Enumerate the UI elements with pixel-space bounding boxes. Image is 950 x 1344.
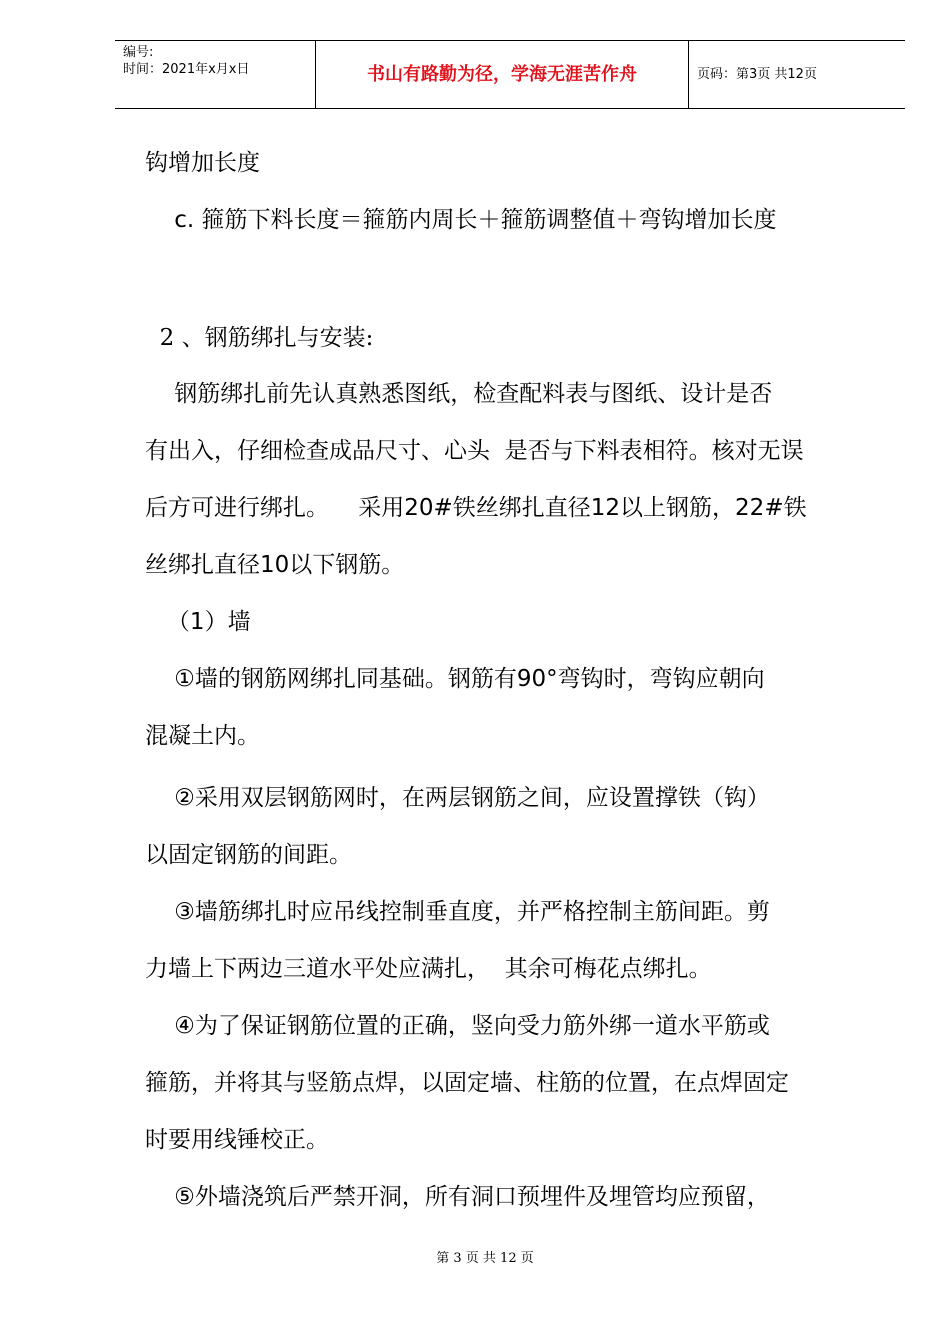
body-line: 钢筋绑扎前先认真熟悉图纸，检查配料表与图纸、设计是否 <box>145 381 773 407</box>
body-line: ②采用双层钢筋网时，在两层钢筋之间，应设置撑铁（钩） <box>145 785 770 811</box>
section-heading: 2 、钢筋绑扎与安装: <box>145 325 374 351</box>
subsection-heading: （1）墙 <box>145 609 251 635</box>
page-header <box>115 40 905 109</box>
body-line: 以固定钢筋的间距。 <box>145 842 352 868</box>
body-line: ③墙筋绑扎时应吊线控制垂直度，并严格控制主筋间距。剪 <box>145 899 770 925</box>
header-motto: 书山有路勤为径，学海无涯苦作舟 <box>315 41 689 108</box>
body-line: 力墙上下两边三道水平处应满扎， 其余可梅花点绑扎。 <box>145 956 712 982</box>
body-line: 丝绑扎直径10以下钢筋。 <box>145 552 405 578</box>
body-line: ⑤外墙浇筑后严禁开洞，所有洞口预埋件及埋管均应预留， <box>145 1184 770 1210</box>
body-line: 时要用线锤校正。 <box>145 1127 329 1153</box>
body-line: 后方可进行绑扎。 采用20#铁丝绑扎直径12以上钢筋，22#铁 <box>145 495 807 521</box>
header-page-label: 页码：第3页 共12页 <box>697 67 817 82</box>
body-line: 有出入，仔细检查成品尺寸、心头 是否与下料表相符。核对无误 <box>145 438 804 464</box>
body-line: ①墙的钢筋网绑扎同基础。钢筋有90°弯钩时，弯钩应朝向 <box>145 666 765 692</box>
body-line: 混凝土内。 <box>145 723 260 749</box>
page-footer: 第 3 页 共 12 页 <box>436 1251 534 1266</box>
document-time-label: 时间：2021年x月x日 <box>123 62 250 77</box>
body-line: c. 箍筋下料长度＝箍筋内周长＋箍筋调整值＋弯钩增加长度 <box>145 207 777 233</box>
body-line: ④为了保证钢筋位置的正确，竖向受力筋外绑一道水平筋或 <box>145 1013 770 1039</box>
document-number-label: 编号: <box>123 45 154 60</box>
header-meta <box>115 41 315 108</box>
body-line: 钩增加长度 <box>145 150 260 176</box>
body-line: 箍筋，并将其与竖筋点焊，以固定墙、柱筋的位置，在点焊固定 <box>145 1070 789 1096</box>
